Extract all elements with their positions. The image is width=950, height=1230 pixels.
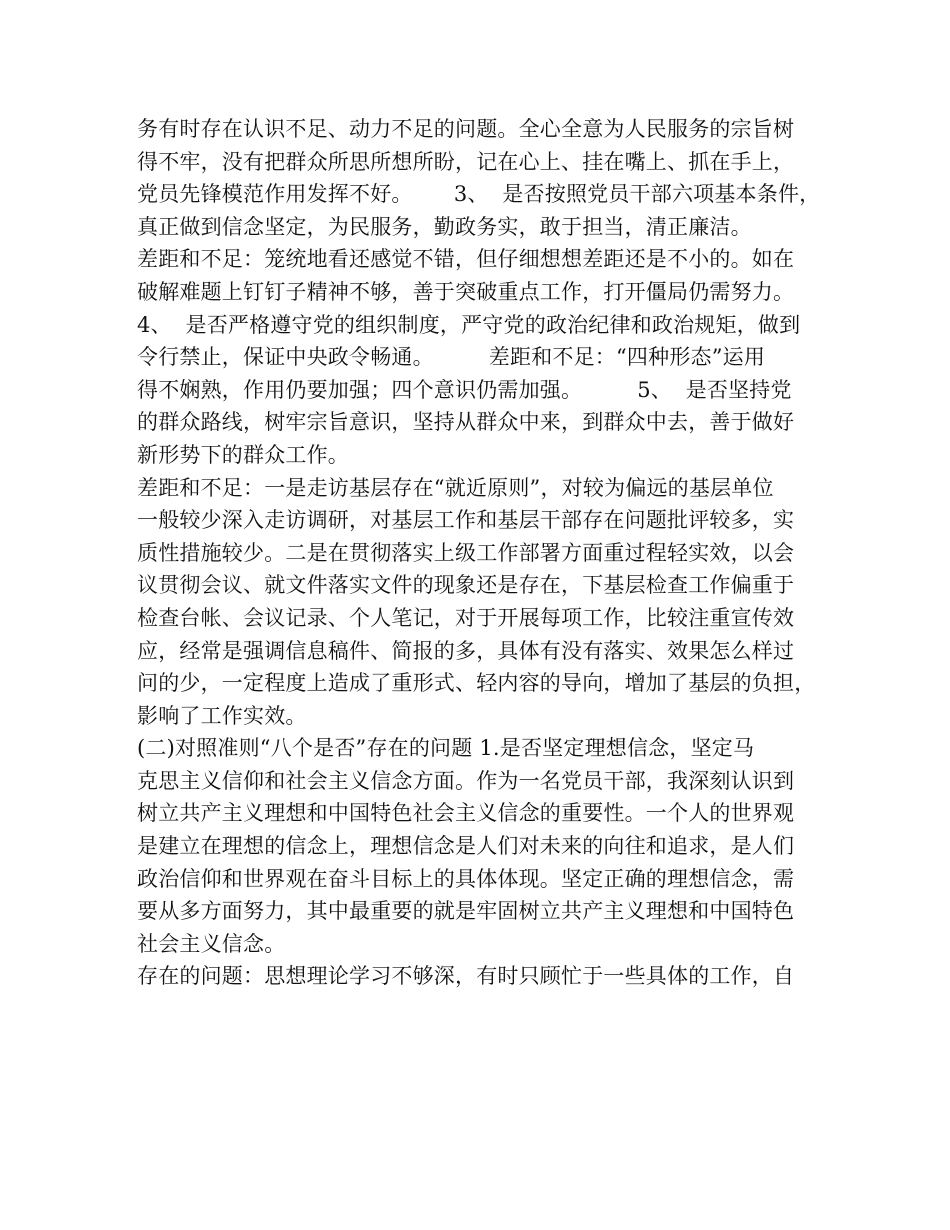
text-line: 破解难题上钉钉子精神不够，善于突破重点工作，打开僵局仍需努力。 (137, 279, 795, 304)
text-line: 得不牢，没有把群众所思所想所盼，记在心上、挂在嘴上、抓在手上， (137, 149, 795, 174)
text-line: 的群众路线，树牢宗旨意识，坚持从群众中来，到群众中去，善于做好 (137, 410, 795, 435)
text-line: 新形势下的群众工作。 (137, 442, 349, 467)
text-line: 克思主义信仰和社会主义信念方面。作为一名党员干部，我深刻认识到 (137, 768, 795, 793)
text-line: 议贯彻会议、就文件落实文件的现象还是存在，下基层检查工作偏重于 (137, 573, 795, 598)
text-line: 要从多方面努力，其中最重要的就是牢固树立共产主义理想和中国特色 (137, 899, 795, 924)
text-line: 党员先锋模范作用发挥不好。 3、 是否按照党员干部六项基本条件， (137, 182, 821, 207)
text-line: 令行禁止，保证中央政令畅通。 差距和不足：“四种形态”运用 (137, 345, 766, 370)
text-line: 影响了工作实效。 (137, 703, 307, 728)
text-line: 应，经常是强调信息稿件、简报的多，具体有没有落实、效果怎么样过 (137, 638, 795, 663)
text-line: 问的少，一定程度上造成了重形式、轻内容的导向，增加了基层的负担， (137, 671, 816, 696)
text-line: 社会主义信念。 (137, 931, 286, 956)
text-line: (二)对照准则“八个是否”存在的问题 1.是否坚定理想信念，坚定马 (137, 736, 755, 761)
text-line: 务有时存在认识不足、动力不足的问题。全心全意为人民服务的宗旨树 (137, 117, 795, 141)
text-line: 差距和不足：笼统地看还感觉不错，但仔细想想差距还是不小的。如在 (137, 247, 795, 272)
text-line: 质性措施较少。二是在贯彻落实上级工作部署方面重过程轻实效，以会 (137, 540, 795, 565)
text-line: 真正做到信念坚定，为民服务，勤政务实，敢于担当，清正廉洁。 (137, 214, 752, 239)
text-line: 检查台帐、会议记录、个人笔记，对于开展每项工作，比较注重宣传效 (137, 605, 795, 630)
text-line: 存在的问题：思想理论学习不够深，有时只顾忙于一些具体的工作，自 (137, 964, 795, 989)
text-line: 差距和不足：一是走访基层存在“就近原则”，对较为偏远的基层单位 (137, 475, 774, 500)
text-line: 政治信仰和世界观在奋斗目标上的具体体现。坚定正确的理想信念，需 (137, 866, 795, 891)
text-line: 4、 是否严格遵守党的组织制度，严守党的政治纪律和政治规矩，做到 (137, 312, 801, 337)
body-text (137, 113, 837, 993)
text-line: 是建立在理想的信念上，理想信念是人们对未来的向往和追求，是人们 (137, 834, 795, 859)
text-line: 得不娴熟，作用仍要加强；四个意识仍需加强。 5、 是否坚持党 (137, 377, 792, 402)
text-line: 树立共产主义理想和中国特色社会主义信念的重要性。一个人的世界观 (137, 801, 795, 826)
text-line: 一般较少深入走访调研，对基层工作和基层干部存在问题批评较多，实 (137, 508, 795, 533)
